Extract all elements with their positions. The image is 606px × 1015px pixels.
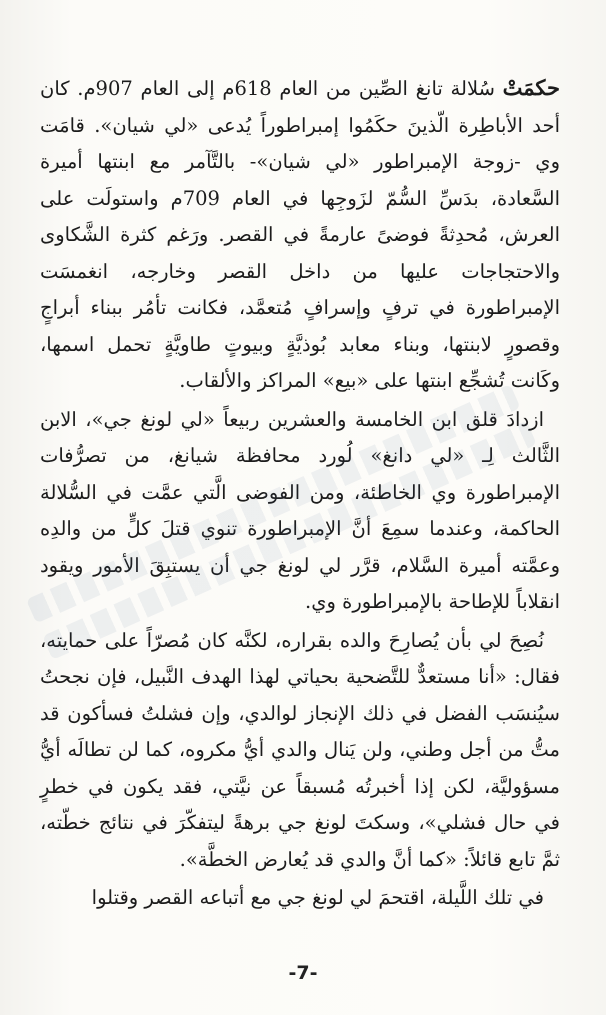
paragraph-1-text: سُلالة تانغ الصِّين من العام 618م إلى العام 907م. كان أحد الأباطِرة الّذينَ حكَمُوا إمبراطوراً يُدعى «لي شيان». قامَت وي -زوجة الإمبراطور «لي شيان»- بالتَّآمر مع ابنتها أميرة السَّعادة، بدَسِّ السُّمّ لزَوجِها في العام 709م واستولَت على العرش، مُحدِثةً فوضىً عارمةً في القصر. ورَغم كثرة الشَّكاوى والاحتجاجات عليها من داخل القصر وخارجه، انغمسَت الإمبراطورة في ترفٍ وإسرافٍ مُتعمَّد، فكانت تأمُر ببناء أبراجٍ وقصورٍ لابنتها، وبناء معابد بُوذيَّةٍ وبيوتٍ طاويَّةٍ تحمل اسمها، وكَانت تُشجِّع ابنتها على «بيع» المراكز والألقاب. — [40, 77, 560, 392]
paragraph-3: نُصِحَ لي بأن يُصارِحَ والده بقراره، لكنَّه كان مُصرّاً على حمايته، فقال: «أنا مستعدٌّ للتَّضحية بحياتي لهذا الهدف النَّبيل، فإن نجحتُ سيُنسَب الفضل في ذلك الإنجاز لوالدي، وإن فشلتُ فسأكون قد متُّ من أجل وطني، ولن يَنال والدي أيُّ مكروه، كما لن تطالَه أيُّ مسؤوليَّة، لكن إذا أخبرتُه مُسبقاً عن نيَّتي، فقد يكون في خطرٍ في حال فشلي»، وسكتَ لونغ جي برهةً ليتفكّرَ في نتائج خطّته، ثمَّ تابع قائلاً: «كما أنَّ والدي قد يُعارض الخطَّة». — [40, 628, 560, 871]
page-number: -7- — [288, 962, 318, 984]
lead-word: حكمَتْ — [502, 75, 560, 100]
paragraph-1 — [40, 70, 560, 400]
body-text — [40, 70, 560, 917]
paragraph-4: في تلك اللَّيلة، اقتحمَ لي لونغ جي مع أتباعه القصر وقتلوا — [91, 886, 544, 909]
paragraph-2: ازدادَ قلق ابن الخامسة والعشرين ربيعاً «لي لونغ جي»، الابن الثَّالث لِـ «لي دانغ» لُورد محافظة شيانغ، من تصرُّفات الإمبراطورة وي الخاطئة، ومن الفوضى الَّتي عمَّت في السُّلالة الحاكمة، وعندما سمِعَ أنَّ الإمبراطورة تنوي قتلَ كلٍّ من والدِه وعمَّته أميرة السَّلام، قرَّر لي لونغ جي أن يستبِقَ الأمور ويقود انقلاباً للإطاحة بالإمبراطورة وي. — [40, 407, 560, 613]
